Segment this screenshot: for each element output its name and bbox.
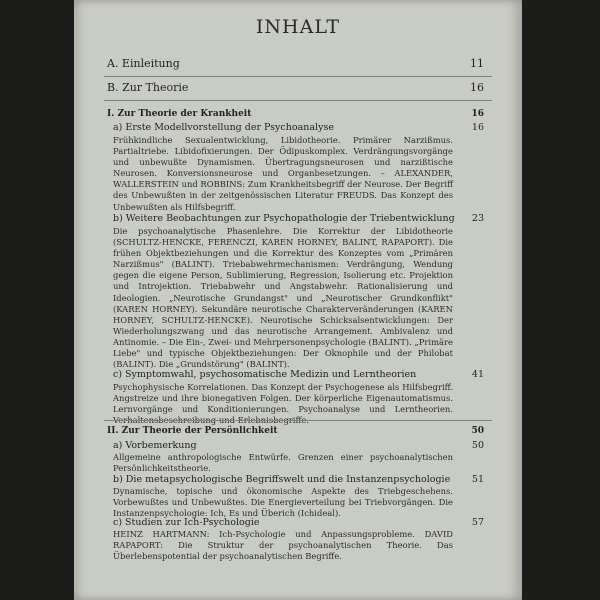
toc-description: Psychophysische Korrelationen. Das Konzept der Psychogenese als Hilfsbegriff. Angstreize und ihre bionegativen Folgen. Der körperliche Eigenautomatismus. Lernvorgänge und Konditionierungen. Psychoanalyse und Lerntheorien. Verhaltensbeschreibung und Erlebnisbegriffe. <box>113 382 453 426</box>
toc-page-number: 57 <box>471 517 484 528</box>
toc-subentry-label: b) Weitere Beobachtungen zur Psychopathologie der Triebentwicklung <box>113 213 455 224</box>
toc-section-label: II. Zur Theorie der Persönlichkeit <box>107 426 278 436</box>
book-page <box>74 0 522 600</box>
toc-description: Frühkindliche Sexualentwicklung, Libidotheorie. Primärer Narzißmus. Partialtriebe. Libidofixierungen. Der Ödipuskomplex. Verdrängungsvorgänge und unbewußte Dynamismen. Übertragungsneurosen und narzißtische Neurosen. Konversionsneurose und Organbesetzungen. – ALEXANDER, WALLERSTEIN und ROBBINS: Zum Krankheitsbegriff der Neurose. Der Begriff des Unbewußten in der zeitgenössischen Literatur FREUDS. Das Konzept des Unbewußten als Hilfsbegriff. <box>113 135 453 212</box>
divider <box>104 100 492 101</box>
toc-page-number: 16 <box>471 122 484 133</box>
toc-page-number: 41 <box>471 369 484 380</box>
toc-page-number: 11 <box>470 57 484 70</box>
toc-entry-label: B. Zur Theorie <box>107 81 189 94</box>
toc-page-number: 23 <box>471 213 484 224</box>
toc-page-number: 50 <box>471 440 484 451</box>
toc-subentry-label: a) Vorbemerkung <box>113 440 197 451</box>
toc-page-number: 16 <box>471 109 484 119</box>
toc-subentry-label: b) Die metapsychologische Begriffswelt und die Instanzenpsychologie <box>113 474 451 485</box>
toc-description: HEINZ HARTMANN: Ich-Psychologie und Anpassungsprobleme. DAVID RAPAPORT: Die Struktur der psychoanalytischen Theorie. Das Überlebenspotential der psychoanalytischen Begriffe. <box>113 529 453 562</box>
page-title: INHALT <box>255 16 341 38</box>
toc-entry-label: A. Einleitung <box>107 57 180 70</box>
toc-subentry-label: a) Erste Modellvorstellung der Psychoanalyse <box>113 122 334 133</box>
toc-page-number: 50 <box>471 426 484 436</box>
divider <box>104 76 492 77</box>
toc-subentry-label: c) Symptomwahl, psychosomatische Medizin und Lerntheorien <box>113 369 417 380</box>
toc-page-number: 51 <box>471 474 484 485</box>
toc-subentry-label: c) Studien zur Ich-Psychologie <box>113 517 260 528</box>
toc-description: Allgemeine anthropologische Entwürfe. Grenzen einer psychoanalytischen Persönlichkeitstheorie. <box>113 452 453 474</box>
toc-description: Dynamische, topische und ökonomische Aspekte des Triebgeschehens. Vorbewußtes und Unbewußtes. Die Energieverteilung bei Triebvorgängen. Die Instanzenpsychologie: Ich, Es und Überich (Ichideal). <box>113 486 453 519</box>
divider <box>104 420 492 421</box>
toc-description: Die psychoanalytische Phasenlehre. Die Korrektur der Libidotheorie (SCHULTZ-HENCKE, FERENCZI, KAREN HORNEY, BALINT, RAPAPORT). Die frühen Objektbeziehungen und die Korrektur des Konzeptes vom „Primären Narzißmus" (BALINT). Triebabwehrmechanismen: Verdrängung, Wendung gegen die eigene Person, Sublimierung, Regression, Isolierung etc. Projektion und Introjektion. Triebabwehr und Angstabwehr. Rationalisierung und Ideologien. „Neurotische Grundangst" und „Neurotischer Grundkonflikt" (KAREN HORNEY). Sekundäre neurotische Charakterveränderungen (KAREN HORNEY, SCHULTZ-HENCKE). Neurotische Schicksalsentwicklungen: Der Wiederholungszwang und das neurotische Arrangement. Ambivalenz und Antinomie. – Die Ein-, Zwei- und Mehrpersonenpsychologie (BALINT). „Primäre Liebe" und typische Objektbeziehungen: Der Oknophile und der Philobat (BALINT). Die „Grundstörung" (BALINT). <box>113 226 453 370</box>
toc-page-number: 16 <box>470 81 484 94</box>
toc-section-label: I. Zur Theorie der Krankheit <box>107 109 252 119</box>
